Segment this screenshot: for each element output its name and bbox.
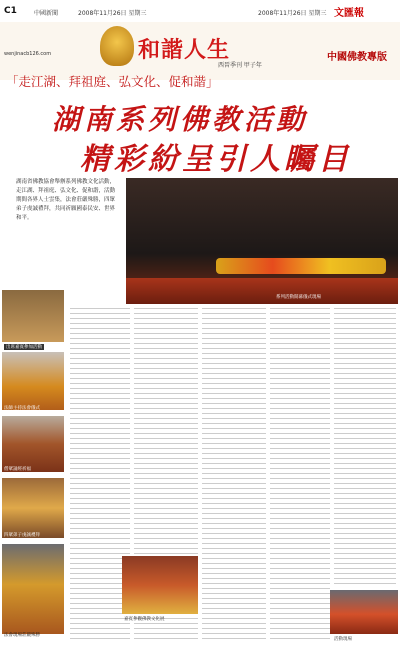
photo-left-5 <box>2 544 64 634</box>
caption-left-3: 僧眾誦經祈福 <box>4 467 31 472</box>
page-number: C1 <box>4 6 17 16</box>
page-header-bar <box>0 0 400 23</box>
caption-left-5: 法會現場莊嚴殊勝 <box>4 633 40 638</box>
masthead: 文匯報 <box>334 8 364 19</box>
photo-left-3 <box>2 416 64 472</box>
article-tagline: 「走江湖、拜祖庭、弘文化、促和諧」 <box>6 74 219 89</box>
caption-left-4: 四眾弟子虔誠禮拜 <box>4 533 40 538</box>
photo-middle <box>122 556 198 614</box>
date-right: 2008年11月26日 星期三 <box>258 10 327 17</box>
photo-left-4 <box>2 478 64 538</box>
caption-right: 活動現場 <box>334 637 352 642</box>
body-column-1 <box>70 306 130 640</box>
column-title: 和諧人生 <box>138 37 231 63</box>
banner-cloth <box>126 278 398 304</box>
stage-flowers <box>216 258 386 274</box>
body-column-3 <box>202 306 266 640</box>
email-byline: wenjinacb126.com <box>4 51 52 57</box>
headline-line-2: 精彩紛呈引人矚目 <box>80 142 352 177</box>
section-tag: 中國佛教專版 <box>327 52 387 63</box>
photo-left-2 <box>2 352 64 410</box>
photo-right <box>330 590 398 634</box>
caption-left-2: 法師主持法會儀式 <box>4 406 40 411</box>
body-column-5 <box>334 306 396 586</box>
photo-left-1 <box>2 290 64 342</box>
main-photo-caption: 系列活動開幕儀式現場 <box>276 295 321 300</box>
buddha-image <box>100 26 134 66</box>
main-photo <box>126 178 398 304</box>
date-left: 2008年11月26日 星期三 <box>78 10 147 17</box>
body-column-4 <box>270 306 330 640</box>
caption-middle: 嘉賓參觀佛教文化展 <box>124 617 165 622</box>
paper-section-left: 中國新聞 <box>34 10 59 17</box>
headline-line-1: 湖南系列佛教活動 <box>52 103 309 136</box>
caption-left-1: 出席嘉賓參加活動 <box>6 345 42 350</box>
column-signature: 西晉季刊 甲子年 <box>218 62 262 69</box>
lead-paragraph: 湖南省佛教協會舉辦系列佛教文化活動，走江湖、拜祖庭、弘文化、促和諧，活動期間各界人士雲集，法會莊嚴殊勝，四眾弟子虔誠禮拜，共同祈願國泰民安、世界和平。 <box>16 179 116 221</box>
